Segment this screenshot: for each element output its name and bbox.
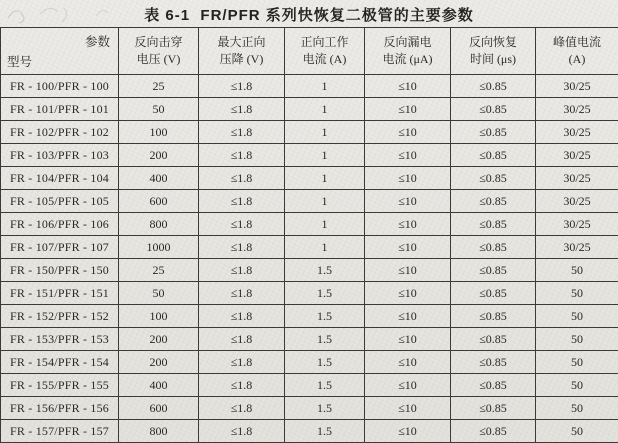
cell-vf: ≤1.8 bbox=[199, 282, 285, 305]
cell-model: FR - 103/PFR - 103 bbox=[1, 144, 119, 167]
cell-vbr: 200 bbox=[119, 351, 199, 374]
cell-ir: ≤10 bbox=[365, 420, 451, 443]
cell-vf: ≤1.8 bbox=[199, 305, 285, 328]
cell-vbr: 100 bbox=[119, 305, 199, 328]
table-row bbox=[1, 213, 618, 236]
cell-if: 1.5 bbox=[285, 351, 365, 374]
cell-ir: ≤10 bbox=[365, 98, 451, 121]
cell-ir: ≤10 bbox=[365, 75, 451, 98]
header-forward-drop: 最大正向 压降 (V) bbox=[199, 28, 285, 75]
cell-vf: ≤1.8 bbox=[199, 351, 285, 374]
table-row bbox=[1, 397, 618, 420]
cell-if: 1 bbox=[285, 98, 365, 121]
cell-if: 1.5 bbox=[285, 259, 365, 282]
cell-trr: ≤0.85 bbox=[451, 121, 536, 144]
cell-vbr: 400 bbox=[119, 167, 199, 190]
cell-model: FR - 156/PFR - 156 bbox=[1, 397, 119, 420]
cell-vbr: 800 bbox=[119, 420, 199, 443]
cell-ir: ≤10 bbox=[365, 236, 451, 259]
table-row bbox=[1, 190, 618, 213]
parameters-table bbox=[0, 27, 618, 443]
table-row bbox=[1, 420, 618, 443]
table-body bbox=[1, 75, 618, 443]
cell-trr: ≤0.85 bbox=[451, 75, 536, 98]
cell-ir: ≤10 bbox=[365, 121, 451, 144]
cell-vbr: 600 bbox=[119, 190, 199, 213]
cell-vbr: 200 bbox=[119, 144, 199, 167]
cell-vbr: 1000 bbox=[119, 236, 199, 259]
header-breakdown-voltage: 反向击穿 电压 (V) bbox=[119, 28, 199, 75]
header-corner-cell bbox=[1, 28, 119, 75]
cell-trr: ≤0.85 bbox=[451, 351, 536, 374]
cell-if: 1 bbox=[285, 167, 365, 190]
cell-trr: ≤0.85 bbox=[451, 259, 536, 282]
cell-ipk: 50 bbox=[536, 374, 618, 397]
cell-ipk: 30/25 bbox=[536, 213, 618, 236]
cell-ir: ≤10 bbox=[365, 259, 451, 282]
cell-trr: ≤0.85 bbox=[451, 282, 536, 305]
cell-ir: ≤10 bbox=[365, 282, 451, 305]
cell-vf: ≤1.8 bbox=[199, 75, 285, 98]
cell-vbr: 25 bbox=[119, 259, 199, 282]
cell-trr: ≤0.85 bbox=[451, 98, 536, 121]
header-peak-current: 峰值电流 (A) bbox=[536, 28, 618, 75]
cell-if: 1.5 bbox=[285, 328, 365, 351]
cell-model: FR - 102/PFR - 102 bbox=[1, 121, 119, 144]
cell-model: FR - 155/PFR - 155 bbox=[1, 374, 119, 397]
cell-vf: ≤1.8 bbox=[199, 374, 285, 397]
cell-ir: ≤10 bbox=[365, 144, 451, 167]
cell-vf: ≤1.8 bbox=[199, 144, 285, 167]
cell-if: 1 bbox=[285, 144, 365, 167]
cell-ir: ≤10 bbox=[365, 213, 451, 236]
table-row bbox=[1, 98, 618, 121]
cell-model: FR - 152/PFR - 152 bbox=[1, 305, 119, 328]
cell-if: 1 bbox=[285, 75, 365, 98]
cell-trr: ≤0.85 bbox=[451, 167, 536, 190]
cell-ipk: 30/25 bbox=[536, 167, 618, 190]
cell-ipk: 50 bbox=[536, 420, 618, 443]
cell-ipk: 30/25 bbox=[536, 190, 618, 213]
cell-ipk: 50 bbox=[536, 328, 618, 351]
cell-ipk: 30/25 bbox=[536, 144, 618, 167]
cell-ipk: 30/25 bbox=[536, 236, 618, 259]
cell-trr: ≤0.85 bbox=[451, 397, 536, 420]
table-row bbox=[1, 305, 618, 328]
cell-vbr: 50 bbox=[119, 98, 199, 121]
cell-vf: ≤1.8 bbox=[199, 259, 285, 282]
table-row bbox=[1, 328, 618, 351]
cell-ir: ≤10 bbox=[365, 351, 451, 374]
table-row bbox=[1, 374, 618, 397]
cell-if: 1.5 bbox=[285, 397, 365, 420]
cell-model: FR - 157/PFR - 157 bbox=[1, 420, 119, 443]
cell-if: 1 bbox=[285, 121, 365, 144]
cell-model: FR - 151/PFR - 151 bbox=[1, 282, 119, 305]
table-row bbox=[1, 75, 618, 98]
table-row bbox=[1, 236, 618, 259]
cell-vf: ≤1.8 bbox=[199, 420, 285, 443]
cell-vf: ≤1.8 bbox=[199, 213, 285, 236]
cell-if: 1 bbox=[285, 236, 365, 259]
cell-trr: ≤0.85 bbox=[451, 305, 536, 328]
cell-model: FR - 100/PFR - 100 bbox=[1, 75, 119, 98]
cell-vbr: 200 bbox=[119, 328, 199, 351]
cell-vbr: 100 bbox=[119, 121, 199, 144]
header-row bbox=[1, 28, 618, 75]
cell-vbr: 25 bbox=[119, 75, 199, 98]
cell-model: FR - 101/PFR - 101 bbox=[1, 98, 119, 121]
cell-model: FR - 106/PFR - 106 bbox=[1, 213, 119, 236]
cell-trr: ≤0.85 bbox=[451, 190, 536, 213]
corner-model-label: 型号 bbox=[7, 55, 33, 69]
cell-if: 1 bbox=[285, 190, 365, 213]
table-header bbox=[1, 28, 618, 75]
cell-model: FR - 104/PFR - 104 bbox=[1, 167, 119, 190]
corner-param-label: 参数 bbox=[84, 35, 110, 49]
cell-trr: ≤0.85 bbox=[451, 236, 536, 259]
cell-vf: ≤1.8 bbox=[199, 328, 285, 351]
cell-ir: ≤10 bbox=[365, 190, 451, 213]
cell-if: 1.5 bbox=[285, 374, 365, 397]
cell-trr: ≤0.85 bbox=[451, 374, 536, 397]
cell-ir: ≤10 bbox=[365, 328, 451, 351]
cell-vbr: 800 bbox=[119, 213, 199, 236]
cell-vf: ≤1.8 bbox=[199, 397, 285, 420]
table-row bbox=[1, 167, 618, 190]
header-recovery-time: 反向恢复 时间 (μs) bbox=[451, 28, 536, 75]
cell-ipk: 50 bbox=[536, 397, 618, 420]
cell-model: FR - 105/PFR - 105 bbox=[1, 190, 119, 213]
cell-trr: ≤0.85 bbox=[451, 420, 536, 443]
cell-ir: ≤10 bbox=[365, 374, 451, 397]
table-row bbox=[1, 282, 618, 305]
cell-vf: ≤1.8 bbox=[199, 98, 285, 121]
cell-trr: ≤0.85 bbox=[451, 144, 536, 167]
cell-model: FR - 150/PFR - 150 bbox=[1, 259, 119, 282]
cell-ipk: 30/25 bbox=[536, 121, 618, 144]
header-forward-current: 正向工作 电流 (A) bbox=[285, 28, 365, 75]
cell-vf: ≤1.8 bbox=[199, 121, 285, 144]
cell-model: FR - 153/PFR - 153 bbox=[1, 328, 119, 351]
table-row bbox=[1, 121, 618, 144]
cell-vf: ≤1.8 bbox=[199, 190, 285, 213]
cell-if: 1.5 bbox=[285, 305, 365, 328]
table-title: 表 6-1 FR/PFR 系列快恢复二极管的主要参数 bbox=[144, 7, 474, 24]
cell-trr: ≤0.85 bbox=[451, 213, 536, 236]
cell-if: 1.5 bbox=[285, 420, 365, 443]
cell-ipk: 50 bbox=[536, 351, 618, 374]
cell-vf: ≤1.8 bbox=[199, 167, 285, 190]
cell-trr: ≤0.85 bbox=[451, 328, 536, 351]
cell-model: FR - 107/PFR - 107 bbox=[1, 236, 119, 259]
cell-vbr: 50 bbox=[119, 282, 199, 305]
cell-ipk: 30/25 bbox=[536, 98, 618, 121]
cell-vbr: 400 bbox=[119, 374, 199, 397]
header-leakage-current: 反向漏电 电流 (μA) bbox=[365, 28, 451, 75]
cell-ir: ≤10 bbox=[365, 397, 451, 420]
cell-if: 1.5 bbox=[285, 282, 365, 305]
cell-ipk: 50 bbox=[536, 282, 618, 305]
cell-ipk: 50 bbox=[536, 305, 618, 328]
cell-ipk: 50 bbox=[536, 259, 618, 282]
cell-ipk: 30/25 bbox=[536, 75, 618, 98]
cell-ir: ≤10 bbox=[365, 305, 451, 328]
cell-vf: ≤1.8 bbox=[199, 236, 285, 259]
cell-ir: ≤10 bbox=[365, 167, 451, 190]
cell-model: FR - 154/PFR - 154 bbox=[1, 351, 119, 374]
cell-if: 1 bbox=[285, 213, 365, 236]
cell-vbr: 600 bbox=[119, 397, 199, 420]
table-row bbox=[1, 351, 618, 374]
table-row bbox=[1, 144, 618, 167]
table-row bbox=[1, 259, 618, 282]
